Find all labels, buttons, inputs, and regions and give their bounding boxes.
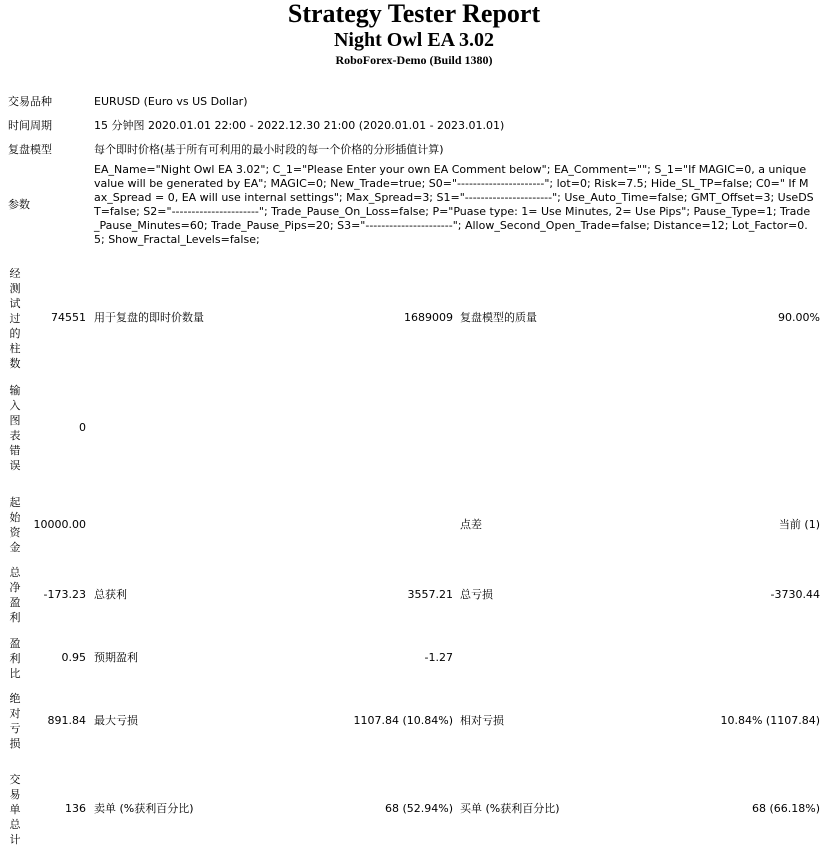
period-label: 时间周期 bbox=[8, 119, 52, 132]
vertical-label-char: 误 bbox=[9, 459, 21, 472]
vertical-label-char: 资 bbox=[9, 526, 21, 539]
vertical-label-char: 总 bbox=[9, 817, 21, 831]
vertical-label-char: 易 bbox=[9, 787, 21, 801]
period-value: 15 分钟图 2020.01.01 22:00 - 2022.12.30 21:00 (2020.01.01 - 2023.01.01) bbox=[94, 119, 505, 132]
row-symbol bbox=[5, 90, 825, 114]
profit-factor-value: 0.95 bbox=[61, 651, 86, 664]
vertical-label-char: 金 bbox=[9, 541, 21, 554]
vertical-label-char: 比 bbox=[9, 666, 21, 680]
total-trades-value: 136 bbox=[65, 802, 86, 815]
vertical-label-char: 交 bbox=[9, 772, 21, 786]
gross-profit-value: 3557.21 bbox=[407, 588, 453, 601]
row-total-trades bbox=[5, 768, 825, 850]
vertical-label-char: 绝 bbox=[9, 692, 21, 705]
symbol-label: 交易品种 bbox=[8, 95, 52, 108]
expected-payoff-value: -1.27 bbox=[424, 651, 453, 664]
expected-payoff-label: 预期盈利 bbox=[94, 651, 138, 664]
vertical-label-char: 入 bbox=[9, 399, 21, 412]
model-value: 每个即时价格(基于所有可利用的最小时段的每一个价格的分形插值计算) bbox=[94, 143, 444, 156]
vertical-label-char: 盈 bbox=[9, 636, 21, 650]
net-profit-value: -173.23 bbox=[43, 588, 86, 601]
vertical-label-char: 单 bbox=[9, 802, 21, 816]
quality-value: 90.00% bbox=[778, 311, 820, 324]
abs-drawdown-value: 891.84 bbox=[47, 714, 86, 727]
vertical-label-char: 亏 bbox=[9, 722, 21, 735]
gross-loss-value: -3730.44 bbox=[770, 588, 820, 601]
vertical-label-char: 数 bbox=[9, 356, 21, 370]
short-positions-value: 68 (52.94%) bbox=[384, 802, 453, 815]
vertical-label-char: 起 bbox=[9, 496, 21, 509]
row-profit-factor bbox=[5, 634, 825, 682]
model-label: 复盘模型 bbox=[8, 143, 52, 156]
vertical-label-char: 总 bbox=[9, 566, 21, 579]
quality-label: 复盘模型的质量 bbox=[460, 311, 537, 324]
deposit-value: 10000.00 bbox=[33, 518, 86, 531]
vertical-label-char: 经 bbox=[9, 266, 21, 280]
ea-name: Night Owl EA 3.02 bbox=[333, 29, 495, 51]
rel-drawdown-value: 10.84% (1107.84) bbox=[720, 714, 820, 727]
row-errors bbox=[5, 378, 825, 478]
vertical-label-char: 损 bbox=[9, 737, 21, 750]
ticks-value: 1689009 bbox=[404, 311, 453, 324]
row-deposit bbox=[5, 490, 825, 560]
vertical-label-char: 对 bbox=[9, 707, 21, 720]
vertical-label-char: 测 bbox=[9, 281, 21, 295]
row-net-profit bbox=[5, 562, 825, 628]
max-drawdown-value: 1107.84 (10.84%) bbox=[353, 714, 453, 727]
parameters-label: 参数 bbox=[8, 198, 30, 211]
spread-label: 点差 bbox=[460, 518, 482, 531]
errors-value: 0 bbox=[79, 421, 86, 434]
vertical-label-char: 表 bbox=[9, 429, 21, 442]
vertical-label-char: 图 bbox=[9, 414, 21, 427]
vertical-label-char: 错 bbox=[9, 444, 21, 457]
vertical-label-char: 利 bbox=[9, 611, 21, 624]
vertical-label-char: 利 bbox=[9, 651, 21, 665]
server-build: RoboForex-Demo (Build 1380) bbox=[335, 53, 493, 67]
vertical-label-char: 盈 bbox=[9, 596, 21, 609]
vertical-label-char: 柱 bbox=[9, 341, 21, 355]
vertical-label-char: 始 bbox=[9, 511, 21, 524]
vertical-label-char: 净 bbox=[9, 581, 21, 594]
row-model bbox=[5, 138, 825, 162]
row-period bbox=[5, 114, 825, 138]
row-parameters bbox=[5, 162, 825, 248]
vertical-label-char: 输 bbox=[9, 384, 21, 397]
short-positions-label: 卖单 (%获利百分比) bbox=[94, 802, 194, 815]
max-drawdown-label: 最大亏损 bbox=[94, 714, 138, 727]
vertical-label-char: 过 bbox=[9, 311, 21, 325]
gross-loss-label: 总亏损 bbox=[460, 588, 493, 601]
rel-drawdown-label: 相对亏损 bbox=[460, 714, 504, 727]
ticks-label: 用于复盘的即时价数量 bbox=[94, 311, 204, 324]
vertical-label-char: 计 bbox=[9, 832, 21, 846]
spread-value: 当前 (1) bbox=[778, 518, 820, 531]
row-bars bbox=[5, 262, 825, 374]
vertical-label-char: 试 bbox=[9, 296, 21, 310]
symbol-value: EURUSD (Euro vs US Dollar) bbox=[94, 95, 248, 108]
long-positions-label: 买单 (%获利百分比) bbox=[460, 802, 560, 815]
row-drawdown bbox=[5, 688, 825, 754]
long-positions-value: 68 (66.18%) bbox=[751, 802, 820, 815]
gross-profit-label: 总获利 bbox=[94, 588, 127, 601]
bars-value: 74551 bbox=[51, 311, 86, 324]
vertical-label-char: 的 bbox=[9, 326, 21, 340]
report-title: Strategy Tester Report bbox=[287, 0, 541, 28]
parameters-value: EA_Name="Night Owl EA 3.02"; C_1="Please Enter your own EA Comment below"; EA_Comment=""; S_1="If MAGIC=0, a unique value will be generated by EA"; MAGIC=0; New_Trade=true; S0="----------------------"; lot=0; Risk=7.5; Hide_SL_TP=false; C0=" If Max_Spread = 0, EA will use internal settings"; Max_Spread=3; S1="----------------------"; Use_Auto_Time=false; GMT_Offset=3; UseDST=false; S2="----------------------"; Trade_Pause_On_Loss=false; P="Puase type: 1= Use Minutes, 2= Use Pips"; Pause_Type=1; Trade_Pause_Minutes=60; Trade_Pause_Pips=20; S3="----------------------"; Allow_Second_Open_Trade=false; Distance=12; Lot_Factor=0.5; Show_Fractal_Levels=false; bbox=[94, 163, 814, 246]
